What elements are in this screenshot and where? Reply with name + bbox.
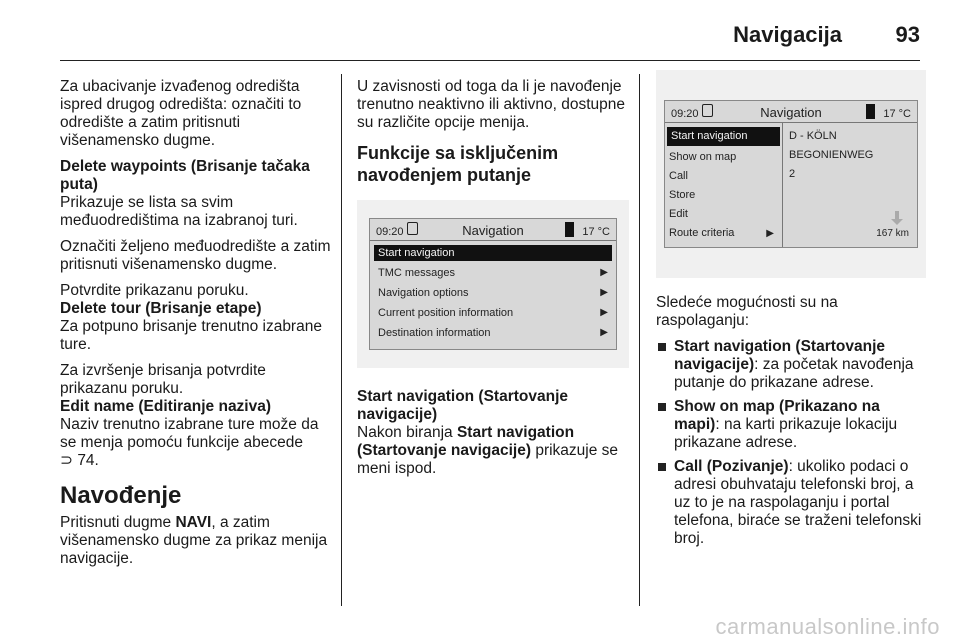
menu-item-navigation-options[interactable]: Navigation options ▶ [370,283,616,303]
menu-item-start-navigation[interactable]: Start navigation [374,245,612,261]
arrow-right-icon: ▶ [600,327,608,338]
bullet-square-icon [658,463,666,471]
temperature: 17 °C [582,226,610,238]
menu-item-edit[interactable]: Edit [669,208,688,220]
edit-name-heading: Edit name (Editiranje naziva) [60,398,272,415]
address-number: 2 [789,168,796,180]
reference-icon: ⊃ [60,452,73,469]
phone-icon [866,104,875,119]
bullet-square-icon [658,403,666,411]
arrow-right-icon: ▶ [600,287,608,298]
page-header [0,0,960,62]
edit-name-text: Naziv trenutno izabrane ture može da se menja pomoću funkcije abecede [60,416,319,451]
subsection-title: Funkcije sa isključenim navođenjem putanje [357,143,559,185]
display-screen [664,100,918,248]
screen-body [665,123,917,247]
paragraph: Potvrdite prikazanu poruku. [60,282,249,299]
column-divider [341,74,342,606]
start-navigation-heading: Start navigation (Startovanje navigacije) [357,388,569,423]
column-divider [639,74,640,606]
delete-tour-heading: Delete tour (Brisanje etape) [60,300,262,317]
clock: 09:20 [671,108,699,120]
distance: 167 km [876,228,909,239]
screen-header [665,101,917,123]
paragraph: U zavisnosti od toga da li je navođenje trenutno neaktivno ili aktivno, dostupne su različite opcije menija. [357,78,625,131]
screen-title: Navigation [760,105,822,120]
menu-item-call[interactable]: Call [669,170,688,182]
navigation-menu-screenshot [357,200,629,368]
menu-item-destination-information[interactable]: Destination information ▶ [370,323,616,343]
paragraph [60,416,332,470]
paragraph: Označiti željeno međuodredište a zatim pritisnuti višenamensko dugme. [60,238,331,273]
paragraph: Za ubacivanje izvađenog odredišta ispred drugog odredišta: označiti to odredište a zatim pritisnuti višenamensko dugme. [60,78,302,149]
header-divider [60,60,920,61]
screen-title: Navigation [462,223,524,238]
screen-header [370,219,616,241]
column-1 [60,78,332,576]
arrow-right-icon: ▶ [600,307,608,318]
menu-item-store[interactable]: Store [669,189,696,201]
temperature: 17 °C [883,108,911,120]
arrow-right-icon: ▶ [600,267,608,278]
column-2 [357,78,629,486]
chapter-title: Navigacija [733,22,842,47]
paragraph: Za izvršenje brisanja potvrdite prikazanu poruku. [60,362,266,397]
column-3 [656,70,926,554]
direction-arrow-icon [893,211,901,225]
destination-screenshot [656,70,926,278]
menu-list [370,245,616,349]
menu-item-show-on-map[interactable]: Show on map [669,151,737,163]
phone-icon [565,222,574,237]
paragraph: Pritisnuti dugme NAVI, a zatim višenamensko dugme za prikaz menija navigacije. [60,514,328,567]
display-screen [369,218,617,350]
bullet-square-icon [658,343,666,351]
menu-list [665,123,783,247]
clock: 09:20 [376,226,404,238]
paragraph: Nakon biranja Start navigation (Startovanje navigacije) prikazuje se meni ispod. [357,424,619,477]
watermark: carmanualsonline.info [715,614,940,639]
menu-item-current-position[interactable]: Current position information ▶ [370,303,616,323]
delete-waypoints-heading: Delete waypoints (Brisanje tačaka puta) [60,158,310,193]
address-street: BEGONIENWEG [789,149,874,161]
navi-button-name: NAVI [175,514,212,531]
address-city: D - KÖLN [789,130,837,142]
address-panel [783,123,917,247]
paragraph: Prikazuje se lista sa svim međuodredištima na izabranoj turi. [60,194,298,229]
section-title: Navođenje [60,482,182,509]
list-item: Call (Pozivanje): ukoliko podaci o adresi obuhvataju telefonski broj, a uz to je na raspolaganju i portal telefona, biraće se traženi telefonski broj. [656,458,926,548]
menu-item-tmc-messages[interactable]: TMC messages ▶ [370,263,616,283]
arrow-right-icon: ▶ [766,228,774,239]
paragraph: Za potpuno brisanje trenutno izabrane ture. [60,318,322,353]
page-reference-link[interactable]: 74. [77,452,99,469]
page-number: 93 [895,22,920,47]
menu-item-route-criteria[interactable]: Route criteria ▶ [665,224,782,243]
list-item: Show on map (Prikazano na mapi): na karti prikazuje lokaciju prikazane adrese. [656,398,926,452]
paragraph: Sledeće mogućnosti su na raspolaganju: [656,294,838,329]
menu-item-start-navigation[interactable]: Start navigation [667,127,780,146]
list-item: Start navigation (Startovanje navigacije): za početak navođenja putanje do prikazane adrese. [656,338,926,392]
